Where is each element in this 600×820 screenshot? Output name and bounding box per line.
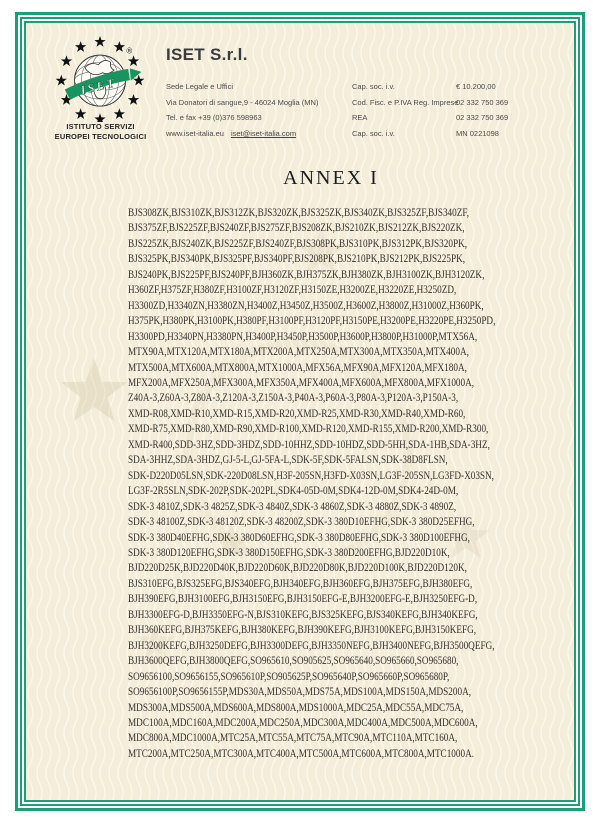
company-name: ISET S.r.l. bbox=[166, 45, 248, 64]
annex-line: BJH360KEFG,BJH375KEFG,BJH380KEFG,BJH390KEFG,BJH3100KEFG,BJH3150KEFG, bbox=[128, 624, 477, 637]
registry-row bbox=[352, 95, 509, 111]
annex-line: LG3F-2R5SLN,SDK-202P,SDK-202PL,SDK4-05D-0M,SDK4-12D-0M,SDK4-24D-0M, bbox=[128, 485, 459, 498]
annex-line: BJS225ZK,BJS240ZK,BJS225ZF,BJS240ZF,BJS308PK,BJS310PK,BJS312PK,BJS320PK, bbox=[128, 237, 468, 250]
contact-phone-line: Tel. e fax +39 (0)376 598963 bbox=[166, 113, 262, 123]
annex-line: H3300PD,H3340PN,H3380PN,H3400P,H3450P,H3500P,H3600P,H3800P,H31000P,MTX56A, bbox=[128, 330, 478, 343]
annex-line: MTX500A,MTX600A,MTX800A,MTX1000A,MFX56A,MFX90A,MFX120A,MFX180A, bbox=[128, 361, 467, 374]
annex-line: SDK-3 380D120EFHG,SDK-3 380D150EFHG,SDK-3 380D200EFHG,BJD220D10K, bbox=[128, 546, 450, 559]
registry-label: REA bbox=[352, 113, 368, 123]
annex-line: MDS300A,MDS500A,MDS600A,MDS800A,MDS1000A,MDC25A,MDC55A,MDC75A, bbox=[128, 701, 464, 714]
annex-line: XMD-R400,SDD-3HZ,SDD-3HDZ,SDD-10HHZ,SDD-10HDZ,SDD-5HH,SDA-1HB,SDA-3HZ, bbox=[128, 438, 490, 451]
org-line2: EUROPEI TECNOLOGICI bbox=[54, 131, 147, 141]
annex-line: SDK-3 380D40EFHG,SDK-3 380D60EFHG,SDK-3 380D80EFHG,SDK-3 380D100EFHG, bbox=[128, 531, 470, 544]
annex-line: BJH3200KEFG,BJH3250DEFG,BJH3300DEFG,BJH3350NEFG,BJH3400NEFG,BJH3500QEFG, bbox=[128, 639, 495, 652]
registry-row bbox=[352, 126, 499, 142]
registry-row bbox=[352, 79, 496, 95]
website-text: www.iset-italia.eu bbox=[166, 129, 224, 139]
annex-line: MTX90A,MTX120A,MTX180A,MTX200A,MTX250A,MTX300A,MTX350A,MTX400A, bbox=[128, 346, 469, 359]
annex-line: BJH3300EFG-D,BJH3350EFG-N,BJS310KEFG,BJS325KEFG,BJS340KEFG,BJH340KEFG, bbox=[128, 608, 478, 621]
registry-value: MN 0221098 bbox=[456, 129, 499, 139]
iset-logo bbox=[56, 34, 144, 122]
annex-line: MFX200A,MFX250A,MFX300A,MFX350A,MFX400A,MFX600A,MFX800A,MFX1000A, bbox=[128, 376, 475, 389]
registry-value: € 10.200,00 bbox=[456, 82, 496, 91]
registry-value: 02 332 750 369 bbox=[456, 97, 509, 107]
annex-line: BJD220D25K,BJD220D40K,BJD220D60K,BJD220D80K,BJD220D100K,BJD220D120K, bbox=[128, 562, 467, 575]
annex-line: SDA-3HHZ,SDA-3HDZ,GJ-5-L,GJ-5FA-L,SDK-5F,SDK-5FALSN,SDK-38D8FLSN, bbox=[128, 454, 448, 467]
annex-line: SO9656100,SO9656155,SO965610P,SO905625P,SO965640P,SO965660P,SO965680P, bbox=[128, 670, 450, 683]
contact-office-line: Sede Legale e Uffici bbox=[166, 82, 233, 91]
annex-line: BJS310EFG,BJS325EFG,BJS340EFG,BJH340EFG,BJH360EFG,BJH375EFG,BJH380EFG, bbox=[128, 577, 473, 590]
registry-value: 02 332 750 369 bbox=[456, 113, 509, 123]
registry-label: Cap. soc. i.v. bbox=[352, 82, 395, 91]
contact-block bbox=[166, 79, 318, 142]
annex-line: H375PK,H380PK,H3100PK,H380PF,H3100PF,H3120PF,H3150PE,H3200PE,H3220PE,H3250PD, bbox=[128, 315, 496, 328]
registry-label: Cod. Fisc. e P.IVA Reg. Imprese bbox=[352, 97, 459, 107]
annex-line: BJS240PK,BJS225PF,BJS240PF,BJH360ZK,BJH375ZK,BJH380ZK,BJH3100ZK,BJH3120ZK, bbox=[128, 268, 485, 281]
org-line1: ISTITUTO SERVIZI bbox=[66, 122, 135, 131]
annex-line: BJS375ZF,BJS225ZF,BJS240ZF,BJS275ZF,BJS208ZK,BJS210ZK,BJS212ZK,BJS220ZK, bbox=[128, 222, 465, 235]
registered-mark: ® bbox=[126, 46, 133, 56]
annex-line: SDK-3 48100Z,SDK-3 48120Z,SDK-3 48200Z,SDK-3 380D10EFHG,SDK-3 380D25EFHG, bbox=[128, 516, 475, 529]
annex-line: XMD-R75,XMD-R80,XMD-R90,XMD-R100,XMD-R120,XMD-R155,XMD-R200,XMD-R300, bbox=[128, 423, 489, 436]
annex-line: BJH3600QEFG,BJH3800QEFG,SO965610,SO905625,SO965640,SO965660,SO965680, bbox=[128, 655, 459, 668]
annex-model-list bbox=[128, 206, 534, 762]
registry-table bbox=[352, 79, 509, 142]
annex-title: ANNEX I bbox=[283, 167, 379, 189]
annex-line: BJS325PK,BJS340PK,BJS325PF,BJS340PF,BJS208PK,BJS210PK,BJS212PK,BJS225PK, bbox=[128, 253, 466, 266]
annex-line: XMD-R08,XMD-R10,XMD-R15,XMD-R20,XMD-R25,XMD-R30,XMD-R40,XMD-R60, bbox=[128, 407, 466, 420]
annex-line: BJH390EFG,BJH3100EFG,BJH3150EFG,BJH3150EFG-E,BJH3200EFG-E,BJH3250EFG-D, bbox=[128, 593, 478, 606]
banner-label: ISET bbox=[79, 75, 118, 98]
contact-address-line: Via Donatori di sangue,9 - 46024 Moglia (MN) bbox=[166, 97, 319, 107]
email-link[interactable]: iset@iset-italia.com bbox=[230, 129, 297, 139]
annex-line: SO9656100P,SO9656155P,MDS30A,MDS50A,MDS75A,MDS100A,MDS150A,MDS200A, bbox=[128, 686, 472, 699]
registry-label: Cap. soc. i.v. bbox=[352, 129, 395, 139]
registry-row bbox=[352, 110, 509, 126]
annex-line: MTC200A,MTC250A,MTC300A,MTC400A,MTC500A,MTC600A,MTC800A,MTC1000A. bbox=[128, 747, 475, 760]
annex-line: MDC800A,MDC1000A,MTC25A,MTC55A,MTC75A,MTC90A,MTC110A,MTC160A, bbox=[128, 732, 458, 745]
annex-line: H360ZF,H375ZF,H380ZF,H3100ZF,H3120ZF,H3150ZE,H3200ZE,H3220ZE,H3250ZD, bbox=[128, 284, 457, 297]
contact-web-line bbox=[166, 126, 318, 142]
annex-line: SDK-3 4810Z,SDK-3 4825Z,SDK-3 4840Z,SDK-3 4860Z,SDK-3 4880Z,SDK-3 4890Z, bbox=[128, 500, 457, 513]
annex-line: BJS308ZK,BJS310ZK,BJS312ZK,BJS320ZK,BJS325ZK,BJS340ZK,BJS325ZF,BJS340ZF, bbox=[128, 207, 470, 219]
annex-line: MDC100A,MDC160A,MDC200A,MDC250A,MDC300A,MDC400A,MDC500A,MDC600A, bbox=[128, 716, 478, 729]
annex-line: SDK-D220D05LSN,SDK-220D08LSN,H3F-205SN,H3FD-X03SN,LG3F-205SN,LG3FD-X03SN, bbox=[128, 469, 494, 482]
annex-line: H3300ZD,H3340ZN,H3380ZN,H3400Z,H3450Z,H3500Z,H3600Z,H3800Z,H31000Z,H360PK, bbox=[128, 299, 484, 312]
annex-line: Z40A-3,Z60A-3,Z80A-3,Z120A-3,Z150A-3,P40A-3,P60A-3,P80A-3,P120A-3,P150A-3, bbox=[128, 392, 459, 405]
organization-name bbox=[30, 122, 171, 141]
